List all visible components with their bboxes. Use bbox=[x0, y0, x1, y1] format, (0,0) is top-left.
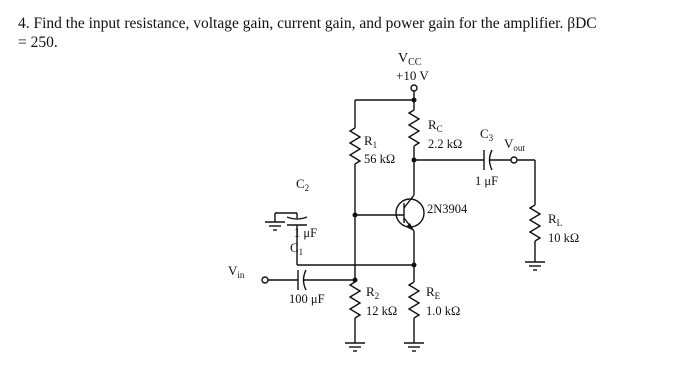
transistor-part-number: 2N3904 bbox=[427, 202, 468, 216]
transistor-2n3904 bbox=[355, 195, 424, 231]
problem-number: 4. bbox=[18, 15, 30, 32]
c1-value: 100 μF bbox=[289, 292, 325, 306]
problem-text-2: = 250. bbox=[18, 34, 58, 51]
junction-dot bbox=[412, 98, 417, 103]
vcc-value: +10 V bbox=[396, 68, 429, 83]
re-resistor bbox=[409, 282, 419, 318]
junction-dot bbox=[412, 158, 417, 163]
vout-label: $V_{out}$ bbox=[504, 136, 525, 153]
junction-dot bbox=[353, 278, 358, 283]
rl-value: 10 kΩ bbox=[548, 231, 580, 245]
c3-label: $C_3$ bbox=[480, 126, 494, 143]
r2-value: 12 kΩ bbox=[366, 304, 398, 318]
vcc-label: $V_{CC}$ bbox=[398, 51, 422, 68]
vin-label: $V_{in}$ bbox=[228, 263, 245, 280]
r1-value: 56 kΩ bbox=[364, 152, 396, 166]
c2-capacitor bbox=[287, 217, 307, 225]
c1-label: $C_1$ bbox=[290, 240, 304, 257]
r1-label: $R_1$ bbox=[364, 133, 378, 150]
problem-text: Find the input resistance, voltage gain, current gain, and power gain for the amplifier. βDC bbox=[33, 15, 597, 32]
ground-symbol-re bbox=[404, 343, 424, 351]
rc-value: 2.2 kΩ bbox=[428, 137, 463, 151]
re-label: $R_E$ bbox=[426, 284, 441, 301]
re-value: 1.0 kΩ bbox=[426, 304, 461, 318]
r2-resistor bbox=[350, 282, 360, 318]
vcc-terminal bbox=[355, 85, 417, 100]
c2-value: 1 μF bbox=[294, 226, 318, 240]
r2-label: $R_2$ bbox=[366, 284, 380, 301]
ground-symbol-r2 bbox=[345, 343, 365, 351]
c3-value: 1 μF bbox=[475, 174, 499, 188]
vin-terminal bbox=[262, 277, 268, 283]
junction-dot bbox=[412, 263, 417, 268]
junction-dot bbox=[353, 213, 358, 218]
vout-terminal bbox=[511, 157, 517, 163]
r1-resistor bbox=[350, 128, 360, 164]
rl-label: $R_L$ bbox=[548, 211, 563, 228]
rc-label: $R_C$ bbox=[428, 117, 443, 134]
c2-label: $C_2$ bbox=[296, 176, 310, 193]
ground-symbol-rl bbox=[525, 262, 545, 270]
ground-symbol-c2 bbox=[265, 222, 285, 230]
rc-resistor bbox=[409, 110, 419, 146]
rl-resistor bbox=[530, 205, 540, 241]
